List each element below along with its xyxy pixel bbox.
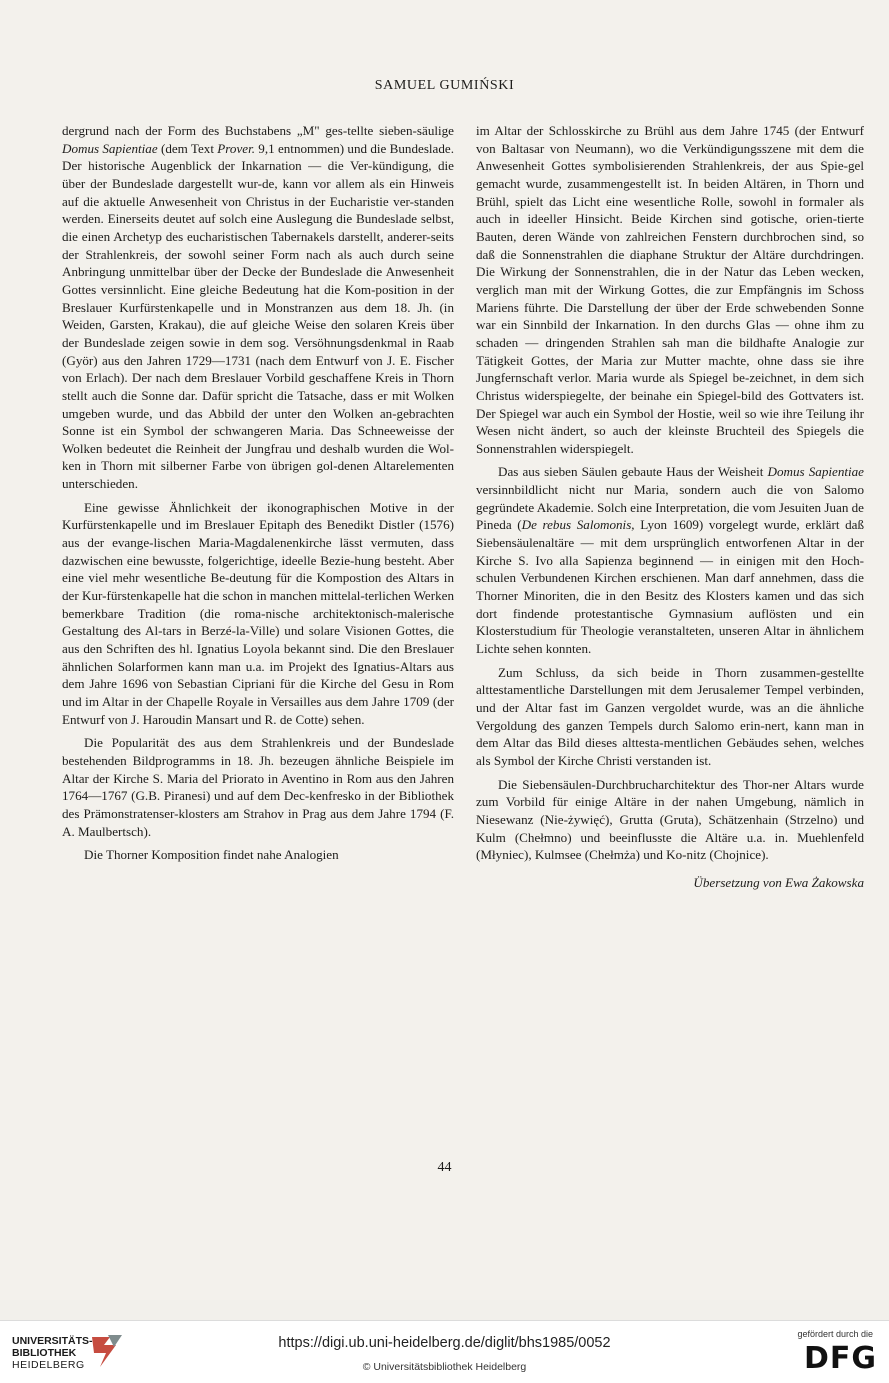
library-logo-line1: UNIVERSITÄTS- (12, 1335, 93, 1347)
paragraph (62, 499, 454, 729)
footer-bar (0, 1320, 889, 1383)
translator-credit (476, 874, 864, 892)
paragraph (62, 734, 454, 840)
text-run: Die Thorner Komposition findet nahe Analogien (84, 847, 339, 863)
text-run: Eine gewisse Ähnlichkeit der ikonographischen Motive in der Kurfürstenkapelle und im Breslauer Epitaph des Benedikt Distler (1576) aus der evange-lischen Maria-Magdalenenkirche lässt vermuten, dass dazwischen eine bewusste, folgerichtige, ideelle Bezie-hung besteht. Aber eine viel mehr wesentliche Be-deutung für die Kompostion des Altars in der Kur-fürstenkapelle hat die schon in manchen mittelal-terlichen Werken bemerkbare Tradition (die roma-nische architektonisch-malerische Gestaltung des Al-tars in Berzé-la-Ville) und solare Visionen Gottes, die aus den Schriften des hl. Ignatius Loyola bekannt sind. Die den Breslauer ähnlichen Solarformen kann man u.a. im Projekt des Ignatius-Altars aus dem Jahre 1696 von Sebastian Cipriani für die Kirche del Gesu in Rom und im Altar in der Chapelle Royale in Versailles aus dem Jahre 1709 (der Entwurf von J. Haroudin Mansart und R. de Cotte) sehen. (62, 499, 454, 727)
text-run: Die Siebensäulen-Durchbrucharchitektur des Thor-ner Altars wurde zum Vorbild für einige Altäre in der nahen Umgebung, nämlich in Niesewanz (Nie-żywięć), Grutta (Gruta), Schätzenhain (Strzelno) und Kulm (Chełmno) und beeinflusste die Altäre u.a. in. Muehlenfeld (Młyniec), Kulmsee (Chełmża) und Ko-nitz (Chojnice). (476, 776, 864, 863)
text-run: versinnbildlicht nicht nur Maria, sondern auch die von Salomo gegründete Akademie. Solch eine Interpretation, die vom Jesuiten Juan de Pineda ( (476, 482, 864, 533)
running-header: SAMUEL GUMIŃSKI (374, 78, 515, 93)
italic-text: Prover. (217, 140, 255, 156)
text-run: dergrund nach der Form des Buchstabens „M" ges-tellte sieben-säulige (62, 123, 454, 138)
text-run: Das aus sieben Säulen gebaute Haus der Weisheit (498, 464, 768, 480)
paragraph (476, 463, 864, 657)
library-logo-line3: HEIDELBERG (12, 1359, 85, 1371)
paragraph (476, 122, 864, 457)
right-column (476, 122, 864, 892)
italic-text: De rebus Salomonis, (521, 517, 635, 533)
funding-text: gefördert durch die (797, 1329, 873, 1339)
copyright-notice: © Universitätsbibliothek Heidelberg (362, 1361, 527, 1373)
text-run: Lyon 1609) vorgelegt wurde, erklärt daß Siebensäulenaltäre — mit dem ursprünglich entworfenen Altar in der Kirche S. Ivo alla Sapienza beginnend — in einigen mit den Hoch-schulen Verbundenen Kirchen erschienen. Man darf annehmen, dass die Thorner Minoriten, die in den Besitz des Klosters kamen und das sich dort findende protestantische Gymnasium auflösten und ein Klosterstudium für Theologie veranstalteten, unseren Altar in ähnlichem Lichte sehen konnten. (476, 517, 865, 657)
italic-text: Übersetzung von Ewa Żakowska (693, 874, 864, 890)
library-logo-line2: BIBLIOTHEK (12, 1347, 77, 1359)
dfg-logo[interactable]: DFG (803, 1341, 877, 1376)
text-run: Die Popularität des aus dem Strahlenkreis und der Bundeslade bestehenden Bildprogramms in 18. Jh. bezeugen ähnliche Beispiele im Altar der Kirche S. Maria del Priorato in Aventino in Rom aus den Jahren 1764—1767 (G.B. Piranesi) und auf dem Dec-kenfresko in der Bibliothek des Prämonstratenser-klosters am Strahov in Prag aus dem Jahre 1794 (F. A. Maulbertsch). (62, 735, 454, 839)
text-run: (dem Text (157, 140, 218, 156)
paragraph (476, 776, 864, 864)
text-run: 9,1 entnommen) und die Bundeslade. Der historische Augenblick der Inkarnation — die Ver-kündigung, die über der Bundeslade dargestellt wur-de, kann vor allem als ein Hinweis auf die aktuelle Anwesenheit von Christus in der Eucharistie ver-standen werden. Einerseits deutet auf solch eine Auslegung die Bundeslade selbst, die einen Archetyp des eucharistischen Tabernakels darstellt, anderer-seits der Strahlenkreis, der sowohl seiner Form nach als auch durch seine Anbringung unmittelbar über der Decke der Bundeslade die Anwesenheit Gottes versinnlicht. Eine gleiche Bedeutung hat die Kom-position in der Breslauer Kurfürstenkapelle und in Monstranzen aus dem 18. Jh. (in Weiden, Garsten, Krakau), die auf gleiche Weise den solaren Kreis über der Bundeslade zeigen sowie in dem sog. Versöhnungsdenkmal in Raab (Györ) aus den Jahren 1729—1731 (nach dem Entwurf von J. E. Fischer von Erlach). Der nach dem Breslauer Vorbild geschaffene Kreis in Thorn stellt auch die Sonne dar. Dafür spricht die Tatsache, dass er mit Wolken umgeben wurde, und das Abbild der unter den Wolken an-gebrachten Sonne ist ein Symbol der schwangeren Maria. Das Schneeweisse der Wolken bedeutet die Reinheit der Jungfrau und deshalb wurden die Wol-ken in Thorn mit silberner Farbe von übrigen gol-denen Altarelementen unterschieden. (62, 140, 454, 492)
paragraph (476, 664, 864, 770)
permalink-url[interactable]: https://digi.ub.uni-heidelberg.de/diglit/bhs1985/0052 (278, 1335, 611, 1351)
text-run: im Altar der Schlosskirche zu Brühl aus dem Jahre 1745 (der Entwurf von Baltasar von Neumann), wo die Verkündigungsszene mit dem die Anwesenheit Gottes symbolisierenden Strahlenkreis, der aus Spie-gel gemacht wurde, zusammengestellt ist. In beiden Altären, in Thorn und Brühl, spielt das Licht eine wesentliche Rolle, sowohl in formaler als auch in ideeller Hinsicht. Beide Kirchen sind gotische, orien-tierte Bauten, deren Wände von zahlreichen Fenstern durchbrochen sind, so daß die Sonnenstrahlen die diaphane Struktur der Altäre durchdringen. Die Wirkung der Sonnenstrahlen, die in der Natur das Leben wecken, verglich man mit der Wirkung Gottes, die zur Empfängnis im Schoss Mariens führte. Die Darstellung der über der Erde schwebenden Sonne war ein Sinnbild der Inkarnation. In den durchs Glas — ohne ihm zu schaden — dringenden Strahlen sah man die bildhafte Analogie zur Tätigkeit Gottes, der Maria zur Mutter machte, ohne dass sie ihre Jungfernschaft verlor. Maria wurde als Spiegel be-zeichnet, in dem sich Christus widerspiegelte, der beinahe ein Spiegel-bild des Gottvaters ist. Der Spiegel war auch ein Symbol der Hostie, weil so wie ihre Teilung ihr Wesen nicht ändert, so auch der kleinste Bruchteil des Spiegels die Sonnenstrahlen widerspiegelt. (476, 123, 864, 456)
paragraph (62, 846, 454, 864)
italic-text: Domus Sapientiae (62, 140, 158, 156)
paragraph (62, 122, 454, 493)
left-column (62, 122, 454, 864)
italic-text: Domus Sapientiae (767, 464, 864, 480)
page-number: 44 (437, 1160, 452, 1175)
text-run: Zum Schluss, da sich beide in Thorn zusammen-gestellte alttestamentliche Darstellungen mit dem Jerusalemer Tempel verbinden, und der Altar fast im Ganzen vergoldet wurde, was an die ähnliche Vergoldung des ganzen Tempels durch Salomo erin-nert, kann man in dem Altar das Bild dieses alttesta-mentlichen Gebäudes sehen, welches als Symbol der Kirche Christi verstanden ist. (476, 664, 864, 768)
